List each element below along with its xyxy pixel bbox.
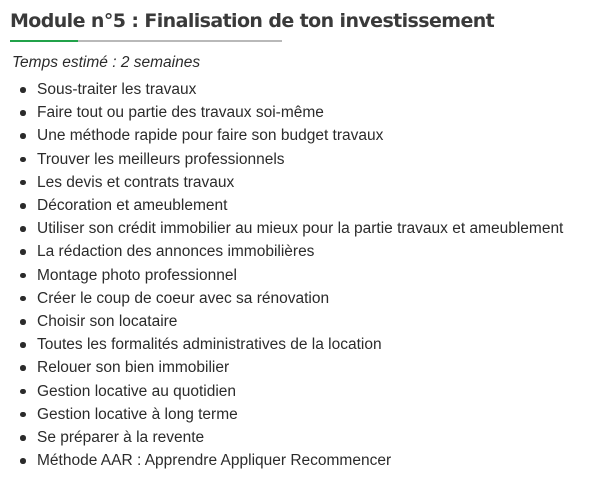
list-item [10, 101, 595, 124]
bullet-icon [20, 273, 26, 279]
list-item [10, 171, 595, 194]
list-item-label: Utiliser son crédit immobilier au mieux pour la partie travaux et ameublement [37, 220, 564, 238]
bullet-icon [20, 365, 26, 371]
bullet-icon [20, 458, 26, 464]
list-item-label: Décoration et ameublement [37, 197, 228, 215]
list-item [10, 356, 595, 379]
bullet-icon [20, 435, 26, 441]
bullet-icon [20, 389, 26, 395]
list-item-label: Une méthode rapide pour faire son budget travaux [37, 127, 384, 145]
list-item [10, 240, 595, 263]
list-item [10, 403, 595, 426]
bullet-icon [20, 226, 26, 232]
list-item-label: Gestion locative à long terme [37, 405, 238, 423]
list-item-label: Les devis et contrats travaux [37, 173, 235, 191]
bullet-icon [20, 87, 26, 93]
list-item [10, 264, 595, 287]
bullet-icon [20, 133, 26, 139]
list-item-label: Choisir son locataire [37, 313, 178, 331]
list-item [10, 333, 595, 356]
list-item [10, 380, 595, 403]
title-underline [10, 40, 282, 42]
list-item-label: Trouver les meilleurs professionnels [37, 150, 285, 168]
bullet-icon [20, 296, 26, 302]
list-item [10, 78, 595, 101]
list-item [10, 194, 595, 217]
estimated-duration: Temps estimé : 2 semaines [12, 54, 201, 71]
bullet-icon [20, 342, 26, 348]
list-item-label: Créer le coup de coeur avec sa rénovation [37, 289, 330, 307]
list-item [10, 426, 595, 449]
bullet-icon [20, 180, 26, 186]
list-item [10, 124, 595, 147]
list-item-label: Faire tout ou partie des travaux soi-même [37, 104, 324, 122]
list-item [10, 148, 595, 171]
bullet-icon [20, 249, 26, 255]
module-title: Module n°5 : Finalisation de ton investissement [10, 10, 495, 32]
list-item-label: La rédaction des annonces immobilières [37, 243, 315, 261]
bullet-icon [20, 412, 26, 418]
list-item-label: Sous-traiter les travaux [37, 81, 197, 98]
bullet-icon [20, 203, 26, 209]
bullet-icon [20, 110, 26, 116]
bullet-icon [20, 157, 26, 163]
list-item-label: Toutes les formalités administratives de la location [37, 336, 382, 354]
list-item [10, 217, 595, 240]
list-item [10, 310, 595, 333]
module-section [10, 8, 595, 472]
list-item-label: Montage photo professionnel [37, 266, 237, 284]
list-item-label: Méthode AAR : Apprendre Appliquer Recommencer [37, 452, 392, 470]
topic-list [10, 78, 595, 472]
list-item-label: Gestion locative au quotidien [37, 382, 237, 400]
title-underline-accent [10, 40, 78, 42]
bullet-icon [20, 319, 26, 325]
list-item [10, 287, 595, 310]
list-item [10, 449, 595, 472]
list-item-label: Relouer son bien immobilier [37, 359, 230, 377]
list-item-label: Se préparer à la revente [37, 429, 205, 447]
